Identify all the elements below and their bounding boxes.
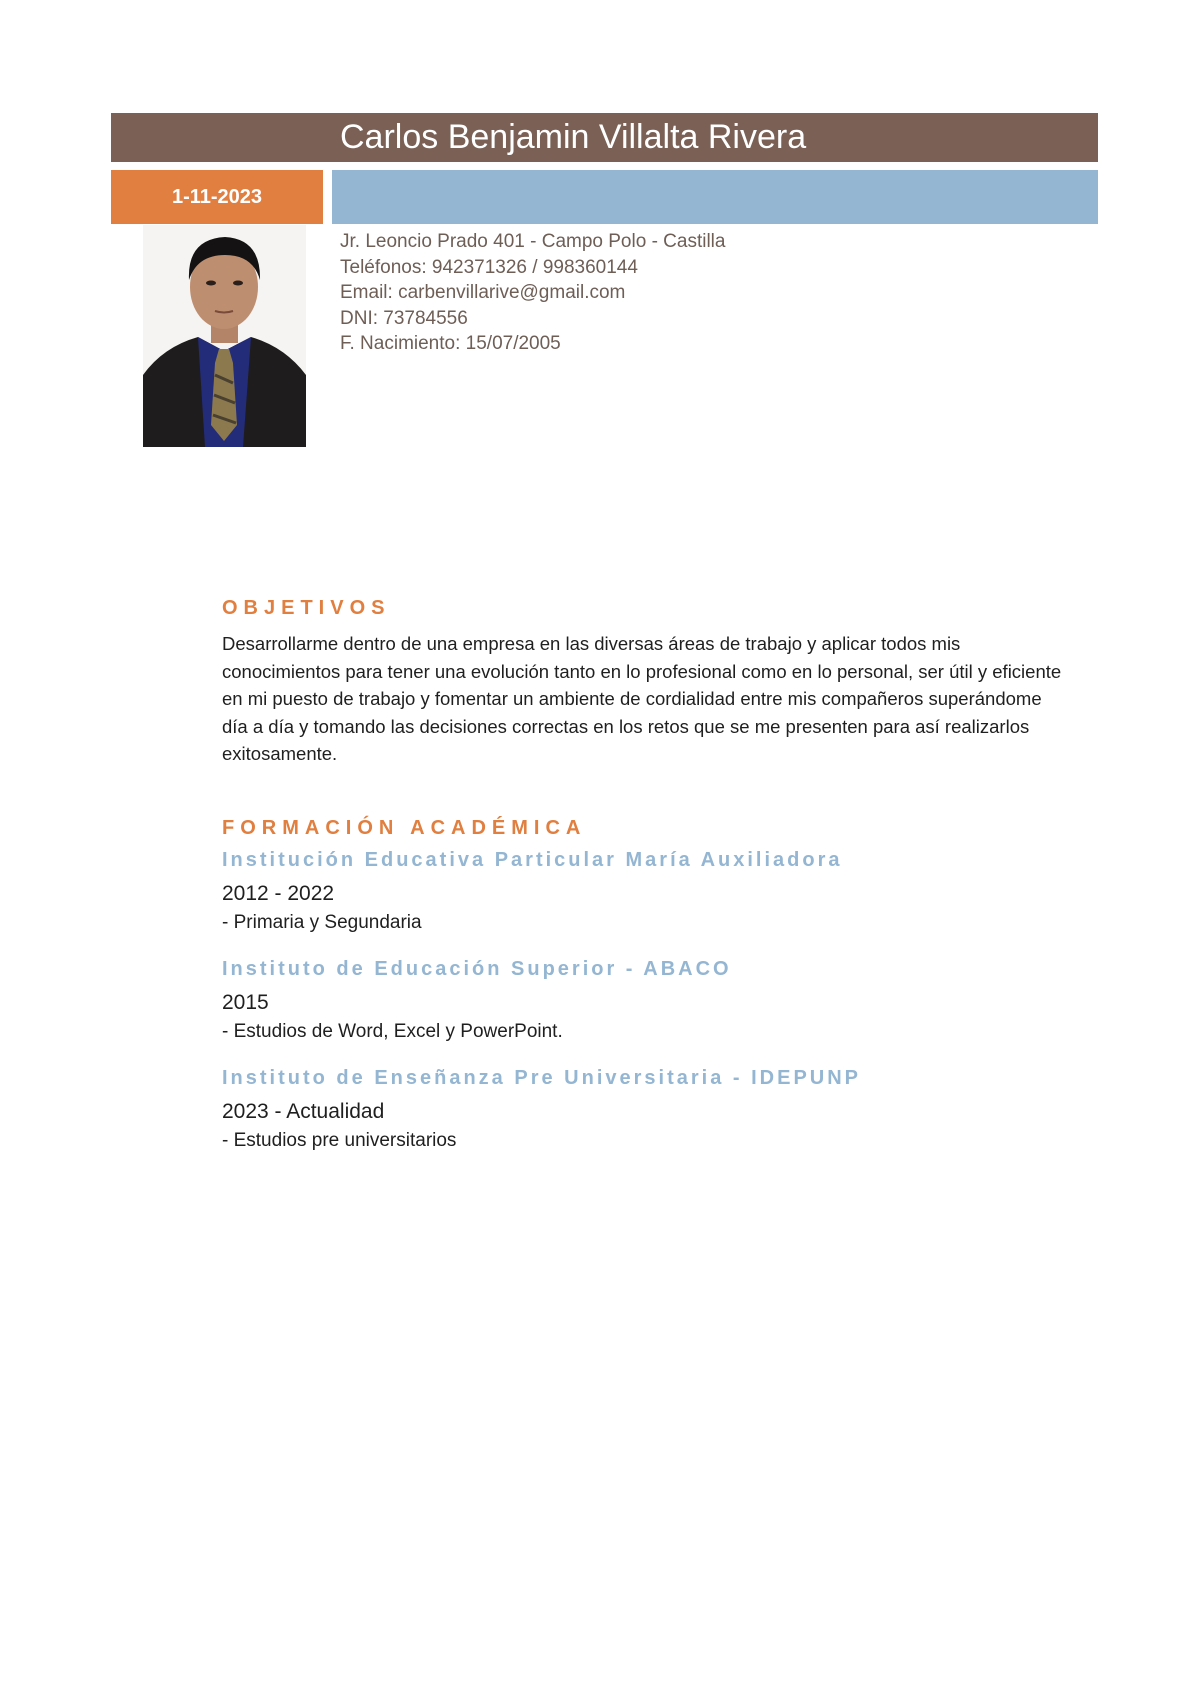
contact-email: Email: carbenvillarive@gmail.com bbox=[340, 282, 626, 303]
education-years: 2023 - Actualidad bbox=[222, 1100, 385, 1123]
accent-banner bbox=[332, 170, 1098, 224]
education-years: 2012 - 2022 bbox=[222, 882, 335, 905]
profile-photo bbox=[143, 225, 306, 447]
contact-phones: Teléfonos: 942371326 / 998360144 bbox=[340, 256, 638, 278]
education-detail: - Estudios pre universitarios bbox=[222, 1130, 457, 1151]
contact-birth-date: F. Nacimiento: 15/07/2005 bbox=[340, 333, 561, 354]
education-institution: Instituto de Enseñanza Pre Universitaria - IDEPUNP bbox=[222, 1067, 862, 1089]
contact-info bbox=[340, 229, 725, 357]
education-entry bbox=[222, 845, 1102, 937]
contact-address: Jr. Leoncio Prado 401 - Campo Polo - Castilla bbox=[340, 231, 726, 252]
education-entry bbox=[222, 1063, 1102, 1155]
education-entry bbox=[222, 954, 1102, 1046]
education-years: 2015 bbox=[222, 991, 269, 1014]
education-detail: - Primaria y Segundaria bbox=[222, 912, 422, 933]
objectives-heading: OBJETIVOS bbox=[222, 597, 391, 619]
objectives-text: Desarrollarme dentro de una empresa en las diversas áreas de trabajo y aplicar todos mis conocimientos para tener una evolución tanto en lo profesional como en lo personal, ser útil y eficiente en mi puesto de trabajo y fomentar un ambiente de cordialidad entre mis compañeros superándome día a día y tomando las decisiones correctas en los retos que se me presenten para así realizarlos exitosamente. bbox=[222, 633, 1062, 764]
education-institution: Institución Educativa Particular María Auxiliadora bbox=[222, 849, 843, 871]
contact-dni: DNI: 73784556 bbox=[340, 307, 468, 329]
candidate-name: Carlos Benjamin Villalta Rivera bbox=[340, 118, 807, 156]
education-detail: - Estudios de Word, Excel y PowerPoint. bbox=[222, 1021, 563, 1042]
education-heading: FORMACIÓN ACADÉMICA bbox=[222, 817, 587, 839]
education-institution: Instituto de Educación Superior - ABACO bbox=[222, 958, 732, 980]
date-badge: 1-11-2023 bbox=[111, 170, 323, 224]
person-portrait-icon bbox=[143, 225, 306, 447]
